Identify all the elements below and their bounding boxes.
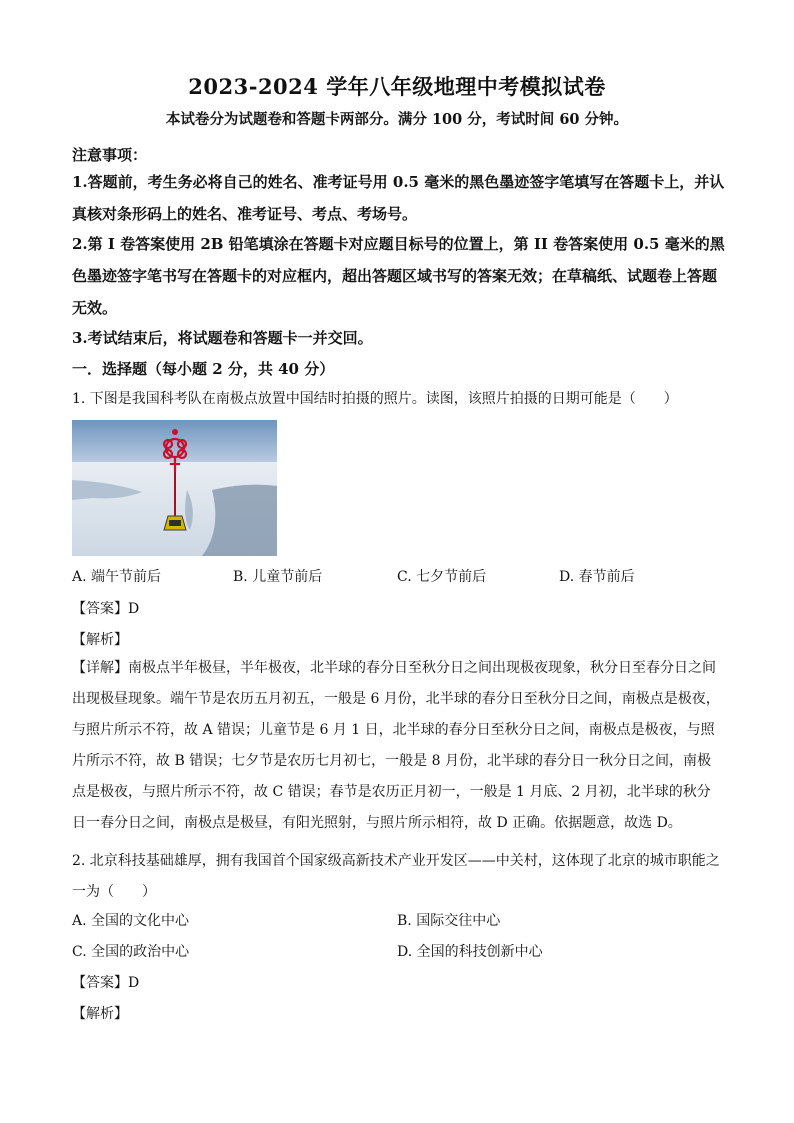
section-heading: 一．选择题（每小题 2 分，共 40 分） <box>72 360 335 378</box>
page-subtitle: 本试卷分为试题卷和答题卡两部分。满分 100 分，考试时间 60 分钟。 <box>165 111 629 128</box>
q1-detail-text: 南极点半年极昼，半年极夜，北半球的春分日至秋分日之间出现极夜现象，秋分日至春分日之间出现极昼现象。端午节是农历五月初五，一般是 6 月份，北半球的春分日至秋分日之间，南极点是极夜，与照片所示不符，故 A 错误；儿童节是 6 月 1 日，北半球的春分日至秋分日之间，南极点是极夜，与照片所示不符，故 B 错误；七夕节是农历七月初七，一般是 8 月份，北半球的春分日一秋分日之间，南极点是极夜，与照片所示不符，故 C 错误；春节是农历正月初一，一般是 1 月底、2 月初，北半球的秋分日一春分日之间，南极点是极昼，有阳光照射，与照片所示相符，故 D 正确。依据题意，故选 D。 <box>72 660 720 831</box>
q2-analysis-tag: 【解析】 <box>72 1006 128 1022</box>
q2-answer-value: D <box>128 975 140 991</box>
notes-heading: 注意事项： <box>72 146 148 164</box>
q1-detail-tag: 【详解】 <box>72 660 128 676</box>
q1-answer-tag: 【答案】 <box>72 601 128 617</box>
q1-option-d: D. 春节前后 <box>559 569 635 585</box>
q1-option-a: A. 端午节前后 <box>72 569 162 585</box>
q1-analysis-tag: 【解析】 <box>72 632 128 648</box>
q2-option-c: C. 全国的政治中心 <box>72 944 190 960</box>
question-2-stem: 2. 北京科技基础雄厚，拥有我国首个国家级高新技术产业开发区——中关村，这体现了北京的城市职能之一为（ ） <box>72 853 720 900</box>
q2-answer <box>72 972 139 992</box>
page-title: 2023-2024 学年八年级地理中考模拟试卷 <box>188 74 606 99</box>
q1-answer-value: D <box>128 601 140 617</box>
south-pole-photo <box>72 420 277 556</box>
q2-option-b: B. 国际交往中心 <box>397 913 501 929</box>
note-item-1: 1.答题前，考生务必将自己的姓名、准考证号用 0.5 毫米的黑色墨迹签字笔填写在答题卡上，并认真核对条形码上的姓名、准考证号、考点、考场号。 <box>72 173 725 223</box>
q2-option-d: D. 全国的科技创新中心 <box>397 944 543 960</box>
note-item-2: 2.第 I 卷答案使用 2B 铅笔填涂在答题卡对应题目标号的位置上，第 II 卷答案使用 0.5 毫米的黑色墨迹签字笔书写在答题卡的对应框内，超出答题区域书写的答案无效；在草稿纸、试题卷上答题无效。 <box>72 235 725 317</box>
q1-detail <box>72 653 722 839</box>
q1-option-b: B. 儿童节前后 <box>233 569 323 585</box>
q1-option-c: C. 七夕节前后 <box>397 569 487 585</box>
q1-answer <box>72 598 139 618</box>
note-item-3: 3.考试结束后，将试题卷和答题卡一并交回。 <box>72 329 373 347</box>
q2-answer-tag: 【答案】 <box>72 975 128 991</box>
question-1-stem: 1. 下图是我国科考队在南极点放置中国结时拍摄的照片。读图，该照片拍摄的日期可能是（ ） <box>72 391 678 407</box>
q2-option-a: A. 全国的文化中心 <box>72 913 190 929</box>
